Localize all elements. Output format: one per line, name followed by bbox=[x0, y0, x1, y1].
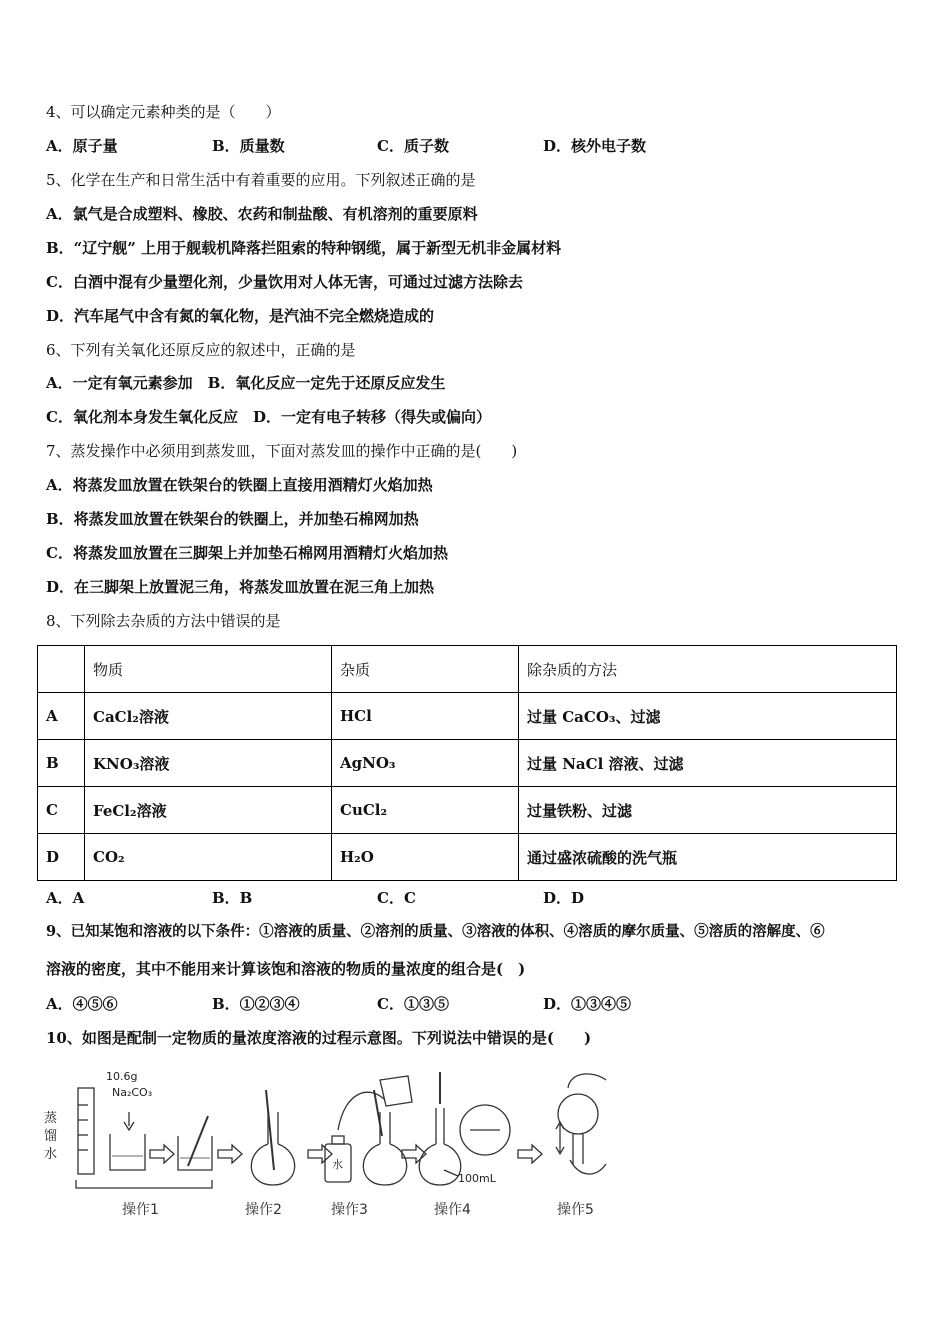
table-cell: HCl bbox=[332, 693, 519, 740]
beaker-stirring bbox=[178, 1136, 212, 1170]
table-row bbox=[38, 787, 897, 834]
table-header-cell: 除杂质的方法 bbox=[519, 646, 897, 693]
q5-option-a: A．氯气是合成塑料、橡胶、农药和制盐酸、有机溶剂的重要原料 bbox=[46, 205, 478, 223]
q9-option-c: C．①③⑤ bbox=[377, 995, 449, 1013]
q7-option-c: C．将蒸发皿放置在三脚架上并加垫石棉网用酒精灯火焰加热 bbox=[46, 544, 448, 562]
table-cell: 过量 CaCO₃、过滤 bbox=[519, 693, 897, 740]
table-cell: 通过盛浓硫酸的洗气瓶 bbox=[519, 834, 897, 881]
table-row bbox=[38, 693, 897, 740]
q5-option-d: D．汽车尾气中含有氮的氧化物，是汽油不完全燃烧造成的 bbox=[46, 307, 435, 325]
q7-option-a: A．将蒸发皿放置在铁架台的铁圈上直接用酒精灯火焰加热 bbox=[46, 476, 433, 494]
table-header-row bbox=[38, 646, 897, 693]
q4-option-a: A．原子量 bbox=[46, 137, 118, 155]
q5-option-b: B．“辽宁舰” 上用于舰载机降落拦阻索的特种钢缆，属于新型无机非金属材料 bbox=[46, 239, 562, 257]
table-cell: D bbox=[38, 834, 85, 881]
water-label-2: 馏 bbox=[44, 1129, 58, 1144]
q5-stem: 5、化学在生产和日常生活中有着重要的应用。下列叙述正确的是 bbox=[46, 171, 476, 189]
table-cell: CuCl₂ bbox=[332, 787, 519, 834]
flask-volume-label: 100mL bbox=[458, 1172, 496, 1185]
graduated-cylinder bbox=[78, 1088, 94, 1174]
table-cell: KNO₃溶液 bbox=[85, 740, 332, 787]
table-header-cell bbox=[38, 646, 85, 693]
solution-preparation-figure bbox=[40, 1060, 620, 1225]
step-label-3: 操作3 bbox=[331, 1202, 368, 1218]
table-cell: FeCl₂溶液 bbox=[85, 787, 332, 834]
water-label-3: 水 bbox=[44, 1147, 58, 1162]
step-label-2: 操作2 bbox=[245, 1202, 282, 1218]
table-cell: 过量铁粉、过滤 bbox=[519, 787, 897, 834]
volumetric-flask bbox=[419, 1144, 461, 1185]
q9-option-a: A．④⑤⑥ bbox=[46, 995, 118, 1013]
table-cell: A bbox=[38, 693, 85, 740]
q9-option-b: B．①②③④ bbox=[212, 995, 300, 1013]
q7-stem: 7、蒸发操作中必须用到蒸发皿，下面对蒸发皿的操作中正确的是( ) bbox=[46, 442, 518, 460]
beaker bbox=[110, 1134, 145, 1170]
step-label-5: 操作5 bbox=[557, 1202, 594, 1218]
table-cell: AgNO₃ bbox=[332, 740, 519, 787]
mass-label: 10.6g bbox=[106, 1070, 138, 1083]
table-header-cell: 杂质 bbox=[332, 646, 519, 693]
q4-stem: 4、可以确定元素种类的是（ ） bbox=[46, 103, 281, 121]
water-label-1: 蒸 bbox=[44, 1111, 58, 1126]
hand-icon bbox=[568, 1074, 606, 1088]
hand-icon bbox=[570, 1160, 606, 1174]
table-cell: B bbox=[38, 740, 85, 787]
q4-option-b: B．质量数 bbox=[212, 137, 285, 155]
table-cell: C bbox=[38, 787, 85, 834]
q6-options-cd: C．氧化剂本身发生氧化反应 D．一定有电子转移（得失或偏向） bbox=[46, 408, 491, 426]
beaker-pouring bbox=[380, 1076, 412, 1106]
q8-option-b: B．B bbox=[212, 889, 253, 907]
table-row bbox=[38, 740, 897, 787]
q8-table bbox=[37, 645, 897, 881]
table-cell: CaCl₂溶液 bbox=[85, 693, 332, 740]
step-label-4: 操作4 bbox=[434, 1202, 471, 1218]
q6-options-ab: A．一定有氧元素参加 B．氧化反应一定先于还原反应发生 bbox=[46, 374, 446, 392]
q8-option-c: C．C bbox=[377, 889, 416, 907]
table-cell: H₂O bbox=[332, 834, 519, 881]
volumetric-flask bbox=[363, 1144, 406, 1185]
q9-stem-line1: 9、已知某饱和溶液的以下条件：①溶液的质量、②溶剂的质量、③溶液的体积、④溶质的摩尔质量、⑤溶质的溶解度、⑥ bbox=[46, 923, 825, 940]
compound-label: Na₂CO₃ bbox=[112, 1086, 153, 1099]
bottle-label: 水 bbox=[332, 1158, 343, 1171]
q4-option-c: C．质子数 bbox=[377, 137, 449, 155]
table-cell: 过量 NaCl 溶液、过滤 bbox=[519, 740, 897, 787]
q9-stem-line2: 溶液的密度，其中不能用来计算该饱和溶液的物质的量浓度的组合是( ) bbox=[46, 960, 526, 978]
q8-option-a: A．A bbox=[46, 889, 85, 907]
q7-option-b: B．将蒸发皿放置在铁架台的铁圈上，并加垫石棉网加热 bbox=[46, 510, 419, 528]
table-cell: CO₂ bbox=[85, 834, 332, 881]
step-label-1: 操作1 bbox=[122, 1202, 159, 1218]
q9-option-d: D．①③④⑤ bbox=[543, 995, 632, 1013]
q6-stem: 6、下列有关氧化还原反应的叙述中，正确的是 bbox=[46, 341, 356, 359]
q5-option-c: C．白酒中混有少量塑化剂，少量饮用对人体无害，可通过过滤方法除去 bbox=[46, 273, 523, 291]
q7-option-d: D．在三脚架上放置泥三角，将蒸发皿放置在泥三角上加热 bbox=[46, 578, 435, 596]
q10-stem: 10、如图是配制一定物质的量浓度溶液的过程示意图。下列说法中错误的是( ) bbox=[46, 1029, 592, 1047]
q8-stem: 8、下列除去杂质的方法中错误的是 bbox=[46, 612, 281, 630]
q4-option-d: D．核外电子数 bbox=[543, 137, 647, 155]
table-row bbox=[38, 834, 897, 881]
table-header-cell: 物质 bbox=[85, 646, 332, 693]
q8-option-d: D．D bbox=[543, 889, 585, 907]
